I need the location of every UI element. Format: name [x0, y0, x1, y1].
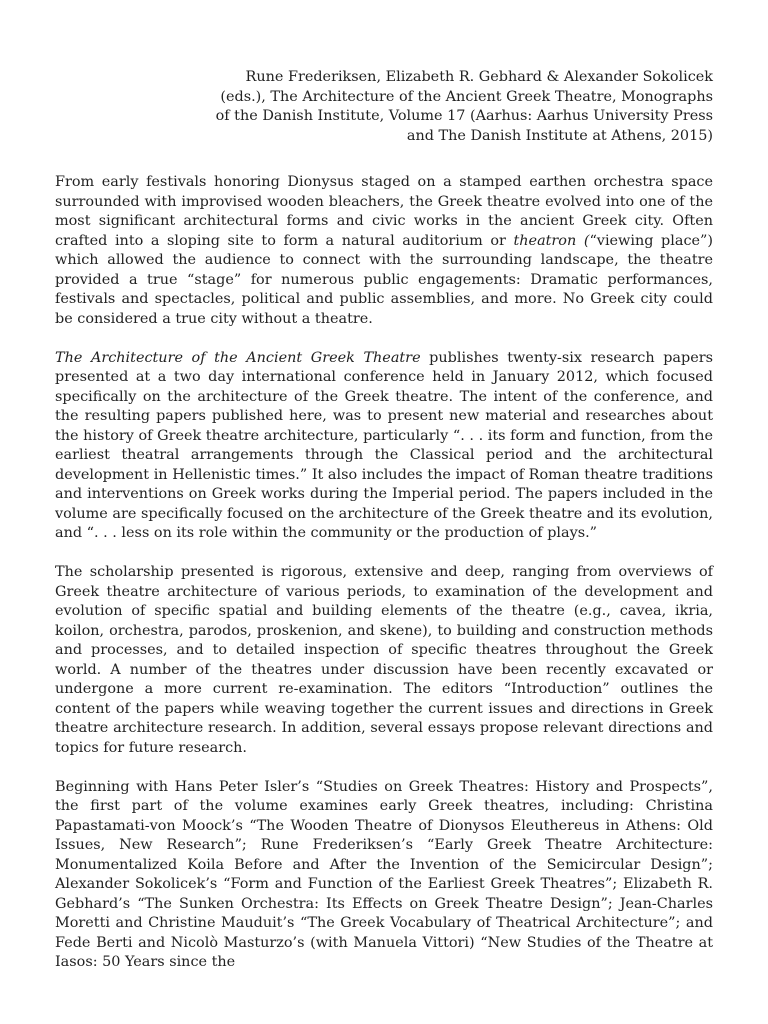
- citation-block: [55, 68, 713, 146]
- paragraph-text: “viewing place”) which allowed the audience to connect with the surrounding landscape, the theatre provided a true “stage” for numerous public engagements: Dramatic performances, festivals and spectacles, political and public assemblies, and more. No Greek city could be considered a true city without a theatre.: [55, 232, 713, 327]
- paragraph-book-overview: [55, 349, 713, 544]
- citation-line: of the Danish Institute, Volume 17 (Aarhus: Aarhus University Press: [215, 108, 713, 124]
- paragraph-scholarship: The scholarship presented is rigorous, extensive and deep, ranging from overviews of Greek theatre architecture of various periods, to examination of the development and evolution of specific spatial and building elements of the theatre (e.g., cavea, ikria, koilon, orchestra, parodos, proskenion, and skene), to building and construction methods and processes, and to detailed inspection of specific theatres throughout the Greek world. A number of the theatres under discussion have been recently excavated or undergone a more current re-examination. The editors “Introduction” outlines the content of the papers while weaving together the current issues and directions in Greek theatre architecture research. In addition, several essays propose relevant directions and topics for future research.: [55, 564, 713, 756]
- paragraph-intro: [55, 173, 713, 329]
- italic-term: theatron (: [513, 232, 590, 249]
- paragraph-contents: Beginning with Hans Peter Isler’s “Studies on Greek Theatres: History and Prospects”, the first part of the volume examines early Greek theatres, including: Christina Papastamati-von Moock’s “The Wooden Theatre of Dionysos Eleuthereus in Athens: Old Issues, New Research”; Rune Frederiksen’s “Early Greek Theatre Architecture: Monumentalized Koila Before and After the Invention of the Semicircular Design”; Alexander Sokolicek’s “Form and Function of the Earliest Greek Theatres”; Elizabeth R. Gebhard’s “The Sunken Orchestra: Its Effects on Greek Theatre Design”; Jean-Charles Moretti and Christine Mauduit’s “The Greek Vocabulary of Theatrical Architecture”; and Fede Berti and Nicolò Masturzo’s (with Manuela Vittori) “New Studies of the Theatre at Iasos: 50 Years since the: [55, 778, 713, 970]
- citation-line: (eds.), The Architecture of the Ancient Greek Theatre, Monographs: [220, 88, 713, 105]
- paragraph-text: publishes twenty-six research papers presented at a two day international conference held in January 2012, which focused specifically on the architecture of the Greek theatre. The intent of the conference, and the resulting papers published here, was to present new material and researches about the history of Greek theatre architecture, particularly “. . . its form and function, from the earliest theatral arrangements through the Classical period and the architectural development in Hellenistic times.” It also includes the impact of Roman theatre traditions and interventions on Greek works during the Imperial period. The papers included in the volume are specifically focused on the architecture of the Greek theatre and its evolution, and “. . . less on its role within the community or the production of plays.”: [55, 349, 713, 541]
- book-title: The Architecture of the Ancient Greek Theatre: [55, 349, 421, 366]
- citation-line: and The Danish Institute at Athens, 2015): [406, 127, 713, 144]
- paragraph-text: From early festivals honoring Dionysus staged on a stamped earthen orchestra space surrounded with improvised wooden bleachers, the Greek theatre evolved into one of the most significant architectural forms and civic works in the ancient Greek city. Often crafted into a sloping site to form a natural auditorium or: [55, 174, 713, 249]
- citation-line: Rune Frederiksen, Elizabeth R. Gebhard & Alexander Sokolicek: [245, 69, 713, 85]
- document-page: [55, 68, 713, 992]
